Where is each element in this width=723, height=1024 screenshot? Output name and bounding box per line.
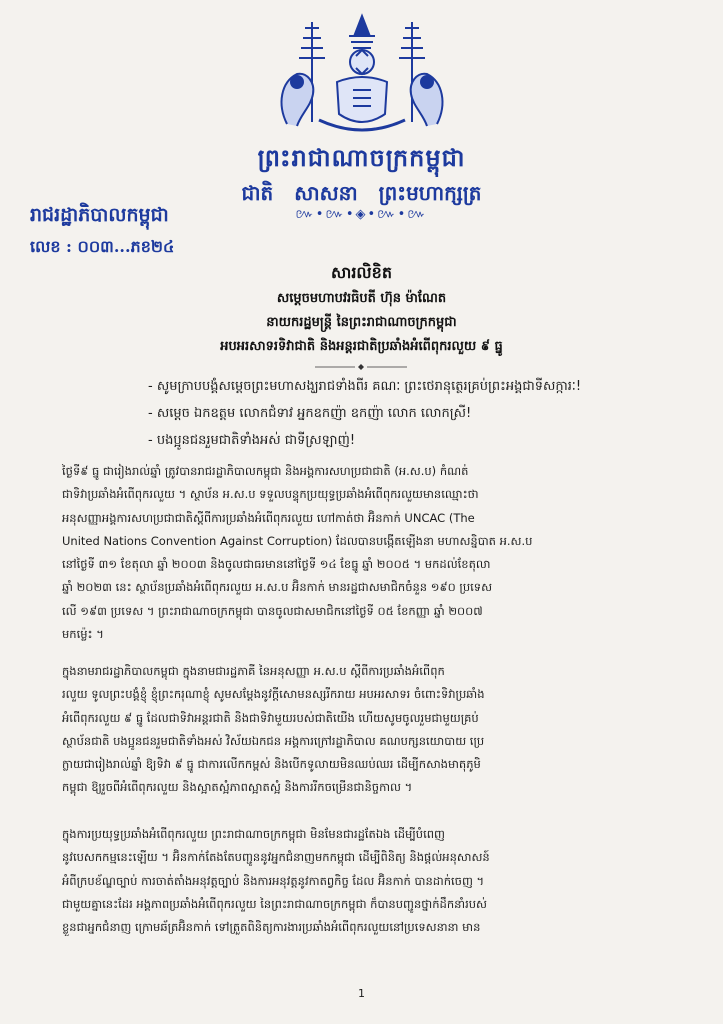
ornament-divider: ៚•៚•◈•៚•៚ (295, 207, 428, 222)
page-number: 1 (358, 987, 365, 1000)
national-motto: ជាតិ សាសនា ព្រះមហាក្សត្រ (241, 181, 482, 205)
greeting-line: - បងប្អូនជនរួមជាតិទាំងអស់ ជាទីស្រឡាញ់! (148, 433, 356, 448)
body-paragraph: ថ្ងៃទី៩ ធ្នូ ជារៀងរាល់ឆ្នាំ ត្រូវបានរាជរដ្ឋាភិបាលកម្ពុជា និងអង្គការសហប្រជាជាតិ (អ.ស.ប) កំណត់ ជាទិវាប្រឆាំងអំពើពុករលួយ ។ ស្ថាប័ន អ.ស.ប ទទួលបន្ទុកប្រយុទ្ធប្រឆាំងអំពើពុករលួយមានឈ្មោះថា អនុសញ្ញាអង្គការសហប្រជាជាតិស្ដីពីការប្រឆាំងអំពើពុករលួយ ហៅកាត់ថា អ៊ិនកាក់ UNCAC (The United Nations Convention Against Corruption) ដែលបានបង្កើតឡើងនា មហាសន្និបាត អ.ស.ប នៅថ្ងៃទី ៣១ ខែតុលា ឆ្នាំ ២០០៣ និងចូលជាធរមាននៅថ្ងៃទី ១៤ ខែធ្នូ ឆ្នាំ ២០០៥ ។ មកដល់ខែតុលា ឆ្នាំ ២០២៣ នេះ ស្ថាប័នប្រឆាំងអំពើពុករលួយ អ.ស.ប អ៊ិនកាក់ មានរដ្ឋជាសមាជិកចំនួន ១៩០ ប្រទេស លើ ១៩៣ ប្រទេស ។ ព្រះរាជាណាចក្រកម្ពុជា បានចូលជាសមាជិកនៅថ្ងៃទី ០៥ ខែកញ្ញា ឆ្នាំ ២០០៧ មកម្ល៉េះ ។ (62, 464, 533, 642)
author-position: នាយករដ្ឋមន្ត្រី នៃព្រះរាជាណាចក្រកម្ពុជា (266, 315, 457, 330)
body-paragraph: ក្នុងការប្រយុទ្ធប្រឆាំងអំពើពុករលួយ ព្រះរាជាណាចក្រកម្ពុជា មិនមែនជារដ្ឋតែឯង ដើម្បីបំពេញ នូវបេសកកម្មនេះឡើយ ។ អ៊ិនកាក់តែងតែបញ្ជូននូវអ្នកជំនាញមកកម្ពុជា ដើម្បីពិនិត្យ និងផ្ដល់អនុសាសន៍ អំពីក្របខ័ណ្ឌច្បាប់ ការចាត់តាំងអនុវត្តច្បាប់ និងការអនុវត្តនូវកាតព្វកិច្ច ដែល អ៊ិនកាក់ បានដាក់ចេញ ។ ជាមួយគ្នានេះដែរ អង្គភាពប្រឆាំងអំពើពុករលួយ នៃព្រះរាជាណាចក្រកម្ពុជា ក៏បានបញ្ជូនថ្នាក់ដឹកនាំរបស់ ខ្លួនជាអ្នកជំនាញ ក្រោមឆ័ត្រអ៊ិនកាក់ ទៅត្រួតពិនិត្យការងារប្រឆាំងអំពើពុករលួយនៅប្រទេសនានា មាន (62, 827, 490, 935)
subject-line: អបអរសាទរទិវាជាតិ និងអន្តរជាតិប្រឆាំងអំពើពុករលួយ ៩ ធ្នូ (220, 339, 503, 354)
document-title: សារលិខិត (331, 263, 392, 282)
greeting-line: - សូមក្រាបបង្គំសម្ដេចព្រះមហាសង្ឃរាជទាំងពីរ គណៈ ព្រះថេរានុត្ថេរគ្រប់ព្រះអង្គជាទីសក្ការៈ! (148, 379, 582, 394)
issuer-name: រាជរដ្ឋាភិបាលកម្ពុជា (30, 204, 169, 226)
author-name: សម្ដេចមហាបវរធិបតី ហ៊ុន ម៉ាណែត (276, 291, 447, 306)
decorative-separator (311, 363, 411, 371)
body-paragraph: ក្នុងនាមរាជរដ្ឋាភិបាលកម្ពុជា ក្នុងនាមជារដ្ឋភាគី នៃអនុសញ្ញា អ.ស.ប ស្ដីពីការប្រឆាំងអំពើពុក រលួយ ទូលព្រះបង្គំខ្ញុំ ខ្ញុំព្រះករុណាខ្ញុំ សូមសម្ដែងនូវក្ដីសោមនស្សរីករាយ អបអរសាទរ ចំពោះទិវាប្រឆាំង អំពើពុករលួយ ៩ ធ្នូ ដែលជាទិវាអន្តរជាតិ និងជាទិវាមួយរបស់ជាតិយើង ហើយសូមចូលរួមជាមួយគ្រប់ ស្ថាប័នជាតិ បងប្អូនជនរួមជាតិទាំងអស់ វិស័យឯកជន អង្គការក្រៅរដ្ឋាភិបាល គណបក្សនយោបាយ ប្រេ ក្លាយជារៀងរាល់ឆ្នាំ ឱ្យទិវា ៩ ធ្នូ ជាការលើកកម្ពស់ និងបើកទូលាយមិនឈប់ឈរ ដើម្បីកសាងមាតុភូមិ កម្ពុជា ឱ្យរួចពីអំពើពុករលួយ និងស្អាតស្អំភាពស្អាតស្អំ និងការរីកចម្រើនជានិច្ចកាល ។ (62, 664, 485, 795)
royal-coat-of-arms-icon (257, 12, 467, 142)
greeting-line: - សម្ដេច ឯកឧត្ដម លោកជំទាវ អ្នកឧកញ៉ា ឧកញ៉ា លោក លោកស្រី! (148, 406, 472, 421)
reference-number: លេខ : ០០៣...ភខ២៤ (30, 237, 175, 256)
kingdom-name: ព្រះរាជាណាចក្រកម្ពុជា (257, 143, 466, 172)
